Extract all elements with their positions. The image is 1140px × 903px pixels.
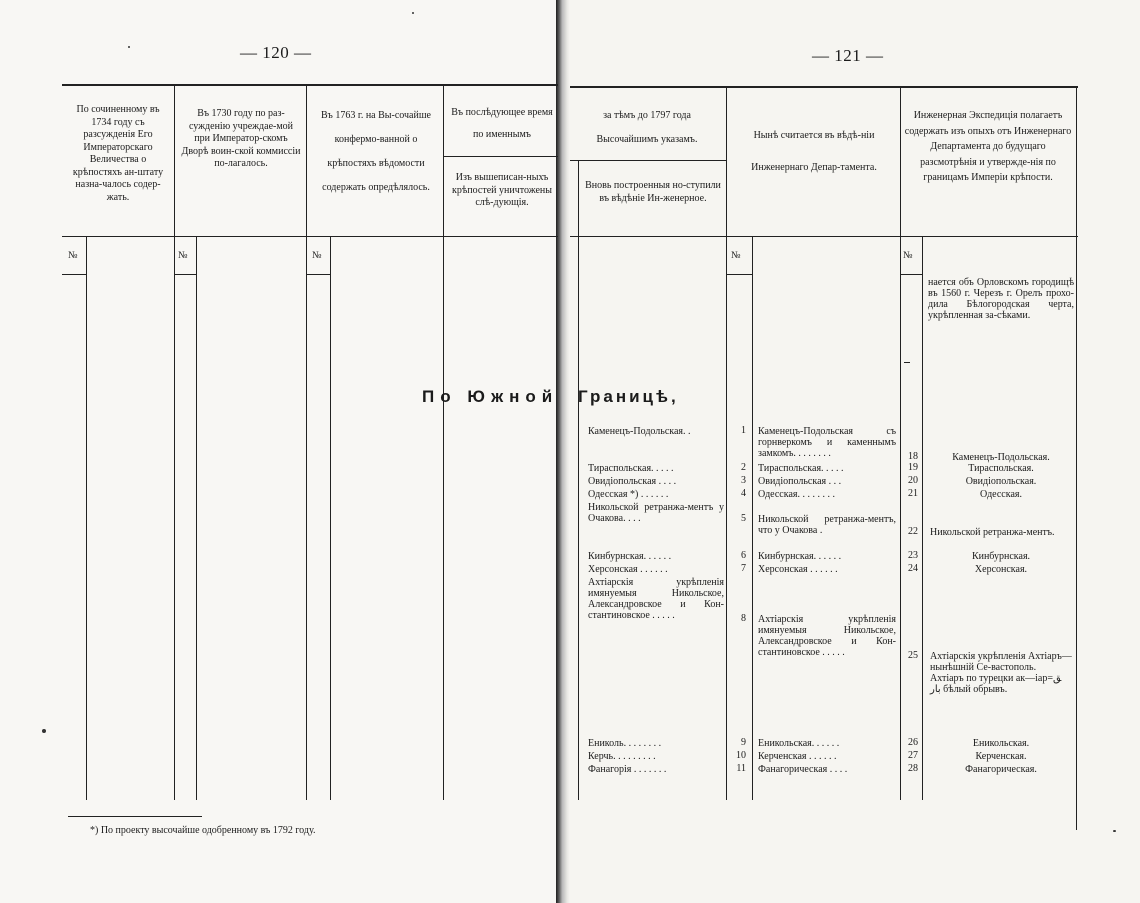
dept-fortress-name: Керченская . . . . . . [758,751,837,762]
row-number-dept: 6 [741,550,746,561]
col-divider [726,86,727,800]
section-title-right: Границѣ, [578,387,679,406]
num-col-divider [752,236,753,800]
dept-fortress-name: Фанагорическая . . . . [758,764,848,775]
header-col-new-built: Вновь построенныя но-ступили въ вѣдѣніе Ин-женерное. [585,180,721,204]
header-bottom-rule-left [62,236,558,237]
row-number-expedition: 27 [908,750,918,761]
row-number-expedition: 25 [908,650,918,661]
expedition-fortress-name: Керченская. [975,751,1027,762]
expedition-fortress-name: Кинбурнская. [971,551,1031,562]
dept-fortress-name: Ахтiарскiя укрѣпленiя имянуемыя Никольское, Александровское и Кон-стантиновское . . . . . [758,614,896,658]
num-symbol: № [903,250,913,261]
dept-fortress-name: Тираспольская. . . . . [758,463,844,474]
num-symbol: № [178,250,188,261]
expedition-fortress-name: Еникольская. [972,738,1030,749]
section-title-left: По Южной [422,387,559,406]
num-symbol: № [68,250,78,261]
row-number-expedition: 26 [908,737,918,748]
footnote: *) По проекту высочайше одобренному въ 1792 году. [90,825,316,836]
expedition-fortress-name: Тираспольская. [968,463,1034,474]
built-fortress-name: Тираспольская. . . . . [588,463,674,474]
dept-fortress-name: Никольской ретранжа-ментъ, что у Очакова . [758,514,896,536]
dept-fortress-name: Херсонская . . . . . . [758,564,838,575]
num-col-divider [86,236,87,800]
expedition-fortress-name: Ахтiарскiя укрѣпленiя Ахтiаръ—нынѣшнiй Се-вастополь. Ахтiаръ по турецки ак—iар=ﻖ ﺑﺎﺭ бѣлый обрывъ. [930,651,1072,695]
row-number-dept: 3 [741,475,746,486]
built-fortress-name: Овидiопольская . . . . [588,476,677,487]
expedition-fortress-name: Овидiопольская. [965,476,1037,487]
table-right-edge [1076,86,1077,830]
header-col-1734: По сочиненному въ 1734 году съ разсужденія Его Императорскаго Величества о крѣпостяхъ ан-штату назна-чалось содер-жать. [72,104,164,203]
header-col-expedition: Инженерная Экспедиція полагаетъ содержать изъ опыхъ отъ Инженернаго Департамента до будущаго разсмотрѣнія и утвержде-нія по границамъ Имперіи крѣпости. [904,110,1072,183]
footnote-rule [68,816,202,817]
row-number-expedition: 21 [908,488,918,499]
header-col-current: Нынѣ считается въ вѣдѣ-ніи Инженернаго Депар-тамента. [751,130,877,173]
row-number-dept: 7 [741,563,746,574]
left-page-number: — 120 — [240,43,312,62]
subheader-rule-right [570,160,726,161]
num-symbol: № [731,250,741,261]
built-fortress-name: Никольской ретранжа-ментъ у Очакова. . . . [588,502,724,524]
built-fortress-name: Ениколь. . . . . . . . [588,738,662,749]
table-top-rule-right [570,86,1078,88]
header-bottom-rule-right [570,236,1078,237]
built-fortress-name: Кинбурнская. . . . . . [588,551,672,562]
row-number-dept: 10 [736,750,746,761]
expedition-fortress-name: Каменецъ-Подольская. [952,452,1050,463]
num-symbol: № [312,250,322,261]
num-col-divider [330,236,331,800]
speck [42,729,46,733]
built-fortress-name: Ахтiарскiя укрѣпленiя имянуемыя Никольское, Александровское и Кон-стантиновское . . . . . [588,577,724,621]
num-row-rule [726,274,752,275]
speck [412,12,414,14]
row-number-dept: 4 [741,488,746,499]
expedition-fortress-name: Никольской ретранжа-ментъ. [930,527,1055,538]
num-row-rule [900,274,922,275]
expedition-fortress-name: Фанагорическая. [965,764,1037,775]
num-row-rule [174,274,196,275]
header-col-1730: Въ 1730 году по раз-сужденію учреждае-мой при Император-скомъ Дворѣ воин-ской коммиссіи по-лагалось. [181,108,301,169]
col-divider [306,86,307,800]
table-top-rule-left [62,84,558,86]
built-fortress-name: Херсонская . . . . . . [588,564,668,575]
row-number-expedition: 28 [908,763,918,774]
row-number-expedition: 19 [908,462,918,473]
built-fortress-name: Фанагорiя . . . . . . . [588,764,667,775]
num-row-rule [62,274,86,275]
built-fortress-name: Керчь. . . . . . . . . [588,751,656,762]
expedition-fortress-name: Одесская. [980,489,1022,500]
dept-fortress-name: Каменецъ-Подольская съ горнверкомъ и каменнымъ замкомъ. . . . . . . . [758,426,896,459]
row-number-expedition: 18 [908,451,918,462]
built-fortress-name: Каменецъ-Подольская. . [588,426,691,437]
right-page-number: — 121 — [812,46,884,65]
orel-note: нается объ Орловскомъ городищѣ въ 1560 г. Черезъ г. Орелъ прохо-дила Бѣлогородская черта, укрѣпленная за-сѣками. [928,277,1074,321]
row-number-dept: 9 [741,737,746,748]
col-divider [174,86,175,800]
row-number-dept: 5 [741,513,746,524]
expedition-fortress-name: Херсонская. [974,564,1028,575]
row-number-dept: 11 [736,763,746,774]
num-col-divider [922,236,923,800]
row-number-dept: 2 [741,462,746,473]
num-col-divider [196,236,197,800]
book-gutter [556,0,570,903]
col-divider [900,86,901,800]
dept-fortress-name: Кинбурнская. . . . . . [758,551,842,562]
row-number-expedition: 23 [908,550,918,561]
row-number-dept: 8 [741,613,746,624]
speck [128,46,130,48]
speck [1113,830,1116,832]
dept-fortress-name: Одесская. . . . . . . . [758,489,835,500]
header-col-abolished: Изъ вышеписан-ныхъ крѣпостей уничтожены слѣ-дующія. [452,172,552,208]
row-number-expedition: 24 [908,563,918,574]
note-tick [904,362,910,363]
dept-fortress-name: Еникольская. . . . . . [758,738,840,749]
num-row-rule [306,274,330,275]
row-number-dept: 1 [741,425,746,436]
header-col-later-top: Въ послѣдующее время по именнымъ [451,107,553,140]
header-col-1763: Въ 1763 г. на Вы-сочайше конфермо-ванной о крѣпостяхъ вѣдомости содержать опредѣлялось. [321,110,431,193]
header-col-later-top-cont: за тѣмъ до 1797 года Высочайшимъ указамъ. [596,110,698,145]
subheader-rule-left [443,156,558,157]
row-number-expedition: 22 [908,526,918,537]
built-fortress-name: Одесская *) . . . . . . [588,489,669,500]
col-divider [443,86,444,800]
col-divider [578,160,579,800]
dept-fortress-name: Овидiопольская . . . [758,476,842,487]
row-number-expedition: 20 [908,475,918,486]
